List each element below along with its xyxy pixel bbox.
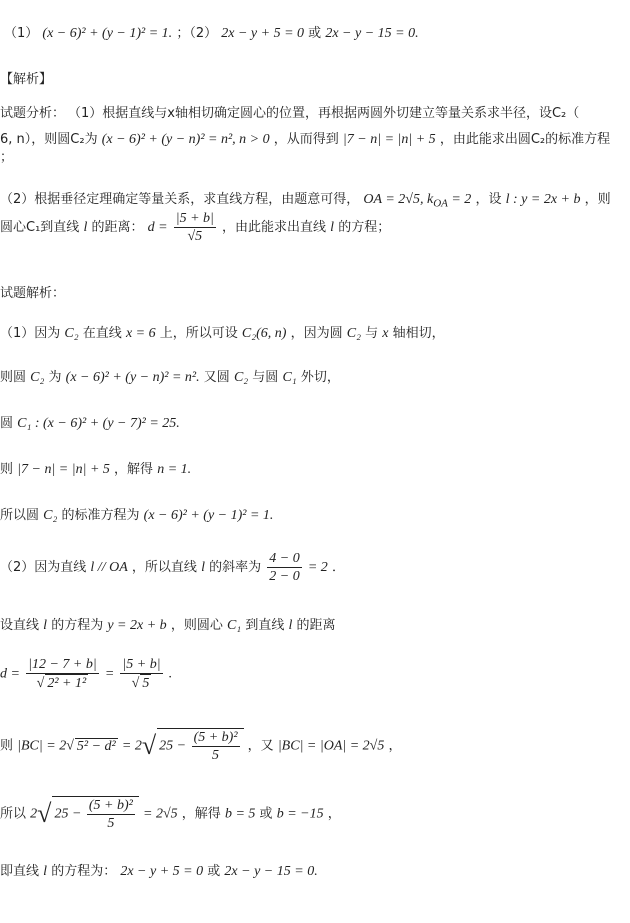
solution-line-2: 则圆 C₂ 为 (x − 6)² + (y − n)² = n². 又圆 C₂ 与圆 C₁ 外切，	[0, 370, 340, 385]
answer-line	[4, 22, 419, 42]
solution-line-7: 设直线 l 的方程为 y = 2x + b ，则圆心 C₁ 到直线 l 的距离	[0, 618, 336, 633]
analysis-line-3: ；	[0, 150, 14, 165]
solution-line-8-distance: d = $\frac{|12 - 7 + b|}{\text{√ 2² + 1²}}$ = $\frac{|5 + b|}{√ 5}$ .	[0, 657, 173, 691]
distance-fraction-1: $\frac{|12 - 7 + b|}{\text{√ 2² + 1²}}$	[28, 657, 97, 691]
solution-line-3: 圆 C₁ : (x − 6)² + (y − 7)² = 25.	[0, 416, 180, 431]
solution-line-6: （2）因为直线 l // OA ，所以直线 l 的斜率为 $\frac{4 - 0}{2 - 0}$ = 2 ．	[0, 551, 345, 584]
analysis-line-4: （2）根据垂径定理确定等量关系，求直线方程，由题意可得， OA = 2√5, $k_{OA} = 2$ ，设 l : y = 2x + b ，则	[0, 192, 611, 210]
answer-part2-equation-1: 2x − y + 5 = 0	[221, 26, 305, 41]
solution-label: 试题解析：	[0, 286, 66, 301]
solution-line-10: 所以 2√ 25 − $\frac{\text{(5 + b)²}}{5}$ = 2√5 ，解得 b = 5 或 b = −15 ，	[0, 798, 341, 831]
section-heading-jiexi: 【解析】	[0, 72, 53, 87]
solution-line-1: （1）因为 C₂ 在直线 x = 6 上，所以可设 C₂(6, n) ，因为圆 C₂ 与 x 轴相切，	[0, 326, 445, 341]
solution-line-5: 所以圆 C₂ 的标准方程为 (x − 6)² + (y − 1)² = 1.	[0, 508, 274, 523]
analysis-line-1: （1）根据直线与x轴相切确定圆心的位置，再根据两圆外切建立等量关系求半径，设C₂（	[68, 106, 580, 121]
chord-radical: 25 − $\frac{\text{(5 + b)²}}{5}$	[157, 728, 243, 764]
answer-separator: ；（2）	[176, 26, 218, 41]
answer-part1-label: （1）	[4, 26, 39, 41]
analysis-line-2: 6, n），则圆C₂为 (x − 6)² + (y − n)² = n², n > 0 ，从而得到 |7 − n| = |n| + 5 ，由此能求出圆C₂的标准方程	[0, 132, 611, 147]
equation-fraction: $\frac{\text{(5 + b)²}}{5}$	[88, 798, 133, 831]
equation-radical: 25 − $\frac{\text{(5 + b)²}}{5}$	[52, 796, 138, 832]
solution-line-4: 则 |7 − n| = |n| + 5 ，解得 n = 1.	[0, 462, 192, 477]
answer-part2-equation-2: 2x − y − 15 = 0.	[325, 26, 419, 41]
solution-line-11: 即直线 l 的方程为： 2x − y + 5 = 0 或 2x − y − 15 = 0.	[0, 864, 318, 879]
answer-part1-equation: (x − 6)² + (y − 1)² = 1.	[42, 26, 173, 41]
analysis-line-5: 圆心C₁到直线 l 的距离： d = $\frac{|5 + b|}{√5}$ ，由此能求出直线 l 的方程；	[0, 211, 391, 244]
chord-fraction: $\frac{\text{(5 + b)²}}{5}$	[193, 730, 238, 763]
fraction: $\frac{|5 + b|}{√5}$	[175, 211, 214, 244]
answer-or: 或	[308, 26, 322, 41]
slope-fraction: $\frac{4 - 0}{2 - 0}$	[269, 551, 300, 584]
analysis-label: 试题分析：	[0, 106, 66, 121]
solution-line-9-chord: 则 |BC| = 2√ 5² − d² = 2√ 25 − $\frac{\text{(5 + b)²}}{5}$ ，又 |BC| = |OA| = 2√5 ，	[0, 730, 402, 763]
distance-fraction-2: $\frac{|5 + b|}{√ 5}$	[122, 657, 161, 691]
